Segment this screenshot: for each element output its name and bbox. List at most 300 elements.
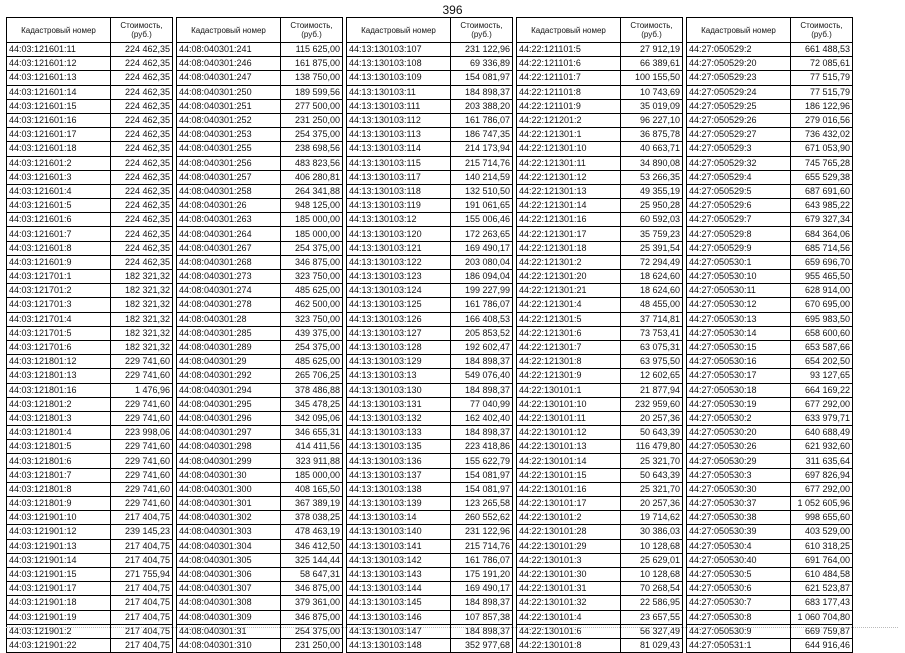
table-row — [177, 284, 343, 298]
table-row — [177, 482, 343, 496]
table-row — [687, 539, 853, 553]
cost-cell: 184 898,37 — [451, 355, 513, 369]
table-row — [517, 312, 683, 326]
cost-cell: 279 016,56 — [791, 113, 853, 127]
cadastral-number-cell: 44:27:050530:30 — [687, 482, 791, 496]
cost-cell: 231 122,96 — [451, 43, 513, 57]
cadastral-number-cell: 44:08:040301:250 — [177, 85, 281, 99]
cost-cell: 172 263,65 — [451, 227, 513, 241]
cost-cell: 56 327,49 — [621, 624, 683, 638]
cadastral-number-cell: 44:22:121301:6 — [517, 326, 621, 340]
table-row — [7, 241, 173, 255]
cadastral-number-cell: 44:08:040301:247 — [177, 71, 281, 85]
table-row — [177, 128, 343, 142]
cadastral-number-cell: 44:27:050530:38 — [687, 511, 791, 525]
cadastral-number-cell: 44:22:130101:16 — [517, 482, 621, 496]
table-row — [177, 156, 343, 170]
cadastral-number-cell: 44:08:040301:307 — [177, 582, 281, 596]
table-row — [7, 610, 173, 624]
cadastral-number-cell: 44:13:130103:115 — [347, 156, 451, 170]
table-row — [7, 596, 173, 610]
cost-cell: 184 898,37 — [451, 383, 513, 397]
cost-cell: 72 294,49 — [621, 255, 683, 269]
cadastral-number-cell: 44:13:130103:135 — [347, 440, 451, 454]
table-row — [347, 85, 513, 99]
cadastral-table — [6, 17, 173, 653]
cost-cell: 23 657,55 — [621, 610, 683, 624]
header-cadastral: Кадастровый номер — [517, 18, 621, 43]
cadastral-number-cell: 44:27:050529:5 — [687, 184, 791, 198]
cost-cell: 182 321,32 — [111, 326, 173, 340]
cost-cell: 948 125,00 — [281, 199, 343, 213]
table-row — [517, 567, 683, 581]
cadastral-number-cell: 44:03:121701:5 — [7, 326, 111, 340]
table-row — [177, 184, 343, 198]
cost-cell: 439 375,00 — [281, 326, 343, 340]
cost-cell: 191 061,65 — [451, 199, 513, 213]
cadastral-number-cell: 44:13:130103:11 — [347, 85, 451, 99]
table-row — [347, 468, 513, 482]
page-number: 396 — [442, 3, 463, 17]
cadastral-number-cell: 44:27:050530:16 — [687, 355, 791, 369]
cadastral-number-cell: 44:22:121301:21 — [517, 284, 621, 298]
table-block-1 — [6, 17, 173, 653]
table-block-3 — [346, 17, 513, 653]
cadastral-number-cell: 44:08:040301:285 — [177, 326, 281, 340]
cost-cell: 25 629,01 — [621, 553, 683, 567]
cadastral-number-cell: 44:27:050529:2 — [687, 43, 791, 57]
cost-cell: 260 552,62 — [451, 511, 513, 525]
cost-cell: 483 823,56 — [281, 156, 343, 170]
cost-cell: 63 975,50 — [621, 355, 683, 369]
table-row — [177, 43, 343, 57]
table-row — [517, 113, 683, 127]
cadastral-number-cell: 44:13:130103:124 — [347, 284, 451, 298]
cadastral-number-cell: 44:03:121801:7 — [7, 468, 111, 482]
cost-cell: 231 250,00 — [281, 113, 343, 127]
table-row — [687, 156, 853, 170]
cost-cell: 12 602,65 — [621, 369, 683, 383]
table-row — [347, 184, 513, 198]
cost-cell: 229 741,60 — [111, 440, 173, 454]
table-row — [517, 170, 683, 184]
cadastral-number-cell: 44:03:121901:17 — [7, 582, 111, 596]
table-row — [687, 99, 853, 113]
table-row — [347, 553, 513, 567]
cadastral-number-cell: 44:13:130103:114 — [347, 142, 451, 156]
cost-cell: 154 081,97 — [451, 468, 513, 482]
table-row — [347, 43, 513, 57]
cost-cell: 161 786,07 — [451, 298, 513, 312]
cadastral-number-cell: 44:03:121601:4 — [7, 184, 111, 198]
cadastral-number-cell: 44:13:130103:122 — [347, 255, 451, 269]
cadastral-number-cell: 44:08:040301:274 — [177, 284, 281, 298]
table-row — [347, 411, 513, 425]
cost-cell: 229 741,60 — [111, 482, 173, 496]
cost-cell: 653 587,66 — [791, 340, 853, 354]
cadastral-number-cell: 44:13:130103:118 — [347, 184, 451, 198]
table-row — [177, 511, 343, 525]
cost-cell: 72 085,61 — [791, 57, 853, 71]
cadastral-number-cell: 44:27:050530:15 — [687, 340, 791, 354]
table-row — [177, 567, 343, 581]
cadastral-number-cell: 44:27:050529:20 — [687, 57, 791, 71]
cost-cell: 229 741,60 — [111, 411, 173, 425]
cost-cell: 679 327,34 — [791, 213, 853, 227]
cost-cell: 677 292,00 — [791, 397, 853, 411]
table-row — [177, 582, 343, 596]
cost-cell: 10 128,68 — [621, 539, 683, 553]
cost-cell: 664 169,22 — [791, 383, 853, 397]
table-row — [687, 596, 853, 610]
table-row — [687, 326, 853, 340]
cadastral-number-cell: 44:03:121901:2 — [7, 624, 111, 638]
cadastral-number-cell: 44:13:130103:112 — [347, 113, 451, 127]
table-row — [517, 383, 683, 397]
table-row — [177, 383, 343, 397]
cost-cell: 25 391,54 — [621, 241, 683, 255]
table-row — [7, 57, 173, 71]
table-row — [687, 525, 853, 539]
cost-cell: 367 389,19 — [281, 497, 343, 511]
cost-cell: 684 364,06 — [791, 227, 853, 241]
cadastral-number-cell: 44:27:050529:3 — [687, 142, 791, 156]
cost-cell: 184 898,37 — [451, 426, 513, 440]
table-row — [347, 497, 513, 511]
cost-cell: 217 404,75 — [111, 553, 173, 567]
cadastral-number-cell: 44:08:040301:306 — [177, 567, 281, 581]
cost-cell: 231 122,96 — [451, 525, 513, 539]
table-row — [517, 199, 683, 213]
cadastral-number-cell: 44:08:040301:302 — [177, 511, 281, 525]
cadastral-number-cell: 44:03:121701:4 — [7, 312, 111, 326]
cost-cell: 229 741,60 — [111, 454, 173, 468]
cost-cell: 658 600,60 — [791, 326, 853, 340]
table-row — [7, 497, 173, 511]
cadastral-number-cell: 44:08:040301:297 — [177, 426, 281, 440]
cadastral-number-cell: 44:22:130101:3 — [517, 553, 621, 567]
cost-cell: 346 875,00 — [281, 582, 343, 596]
cadastral-number-cell: 44:27:050529:4 — [687, 170, 791, 184]
cost-cell: 661 488,53 — [791, 43, 853, 57]
cadastral-number-cell: 44:27:050530:4 — [687, 539, 791, 553]
header-cadastral: Кадастровый номер — [687, 18, 791, 43]
cost-cell: 115 625,00 — [281, 43, 343, 57]
cadastral-number-cell: 44:13:130103:141 — [347, 539, 451, 553]
table-row — [687, 43, 853, 57]
table-row — [517, 284, 683, 298]
cost-cell: 116 479,80 — [621, 440, 683, 454]
cost-cell: 184 898,37 — [451, 596, 513, 610]
page-bottom-divider — [6, 627, 898, 629]
cadastral-number-cell: 44:03:121901:13 — [7, 539, 111, 553]
cadastral-number-cell: 44:22:121301:10 — [517, 142, 621, 156]
table-row — [347, 227, 513, 241]
table-row — [177, 170, 343, 184]
table-row — [687, 468, 853, 482]
cadastral-number-cell: 44:22:121301:9 — [517, 369, 621, 383]
cost-cell: 214 173,94 — [451, 142, 513, 156]
table-row — [517, 497, 683, 511]
cost-cell: 224 462,35 — [111, 99, 173, 113]
cost-cell: 35 019,09 — [621, 99, 683, 113]
table-row — [347, 582, 513, 596]
cadastral-number-cell: 44:22:130101:15 — [517, 468, 621, 482]
cost-cell: 205 853,52 — [451, 326, 513, 340]
cost-cell: 175 191,20 — [451, 567, 513, 581]
cost-cell: 182 321,32 — [111, 270, 173, 284]
table-row — [517, 326, 683, 340]
table-row — [517, 184, 683, 198]
cost-cell: 27 912,19 — [621, 43, 683, 57]
cost-cell: 224 462,35 — [111, 184, 173, 198]
cadastral-number-cell: 44:27:050530:5 — [687, 567, 791, 581]
table-row — [177, 497, 343, 511]
table-row — [517, 426, 683, 440]
cost-cell: 155 006,46 — [451, 213, 513, 227]
cost-cell: 223 998,06 — [111, 426, 173, 440]
cost-cell: 20 257,36 — [621, 411, 683, 425]
table-row — [687, 454, 853, 468]
cadastral-number-cell: 44:08:040301:251 — [177, 99, 281, 113]
table-row — [177, 355, 343, 369]
cost-cell: 25 950,28 — [621, 199, 683, 213]
cost-cell: 182 321,32 — [111, 340, 173, 354]
table-row — [687, 85, 853, 99]
cadastral-number-cell: 44:08:040301:292 — [177, 369, 281, 383]
table-row — [687, 184, 853, 198]
cost-cell: 549 076,40 — [451, 369, 513, 383]
table-row — [7, 340, 173, 354]
cadastral-number-cell: 44:08:040301:295 — [177, 397, 281, 411]
cadastral-table — [176, 17, 343, 653]
cost-cell: 232 959,60 — [621, 397, 683, 411]
cadastral-number-cell: 44:13:130103:132 — [347, 411, 451, 425]
table-row — [177, 71, 343, 85]
cost-cell: 215 714,76 — [451, 156, 513, 170]
cost-cell: 254 375,00 — [281, 624, 343, 638]
cadastral-number-cell: 44:27:050530:9 — [687, 624, 791, 638]
cost-cell: 655 529,38 — [791, 170, 853, 184]
table-row — [687, 57, 853, 71]
cost-cell: 66 389,61 — [621, 57, 683, 71]
cadastral-number-cell: 44:22:121201:2 — [517, 113, 621, 127]
table-row — [517, 241, 683, 255]
table-row — [7, 170, 173, 184]
cost-cell: 154 081,97 — [451, 482, 513, 496]
cost-cell: 224 462,35 — [111, 227, 173, 241]
table-row — [517, 454, 683, 468]
cadastral-number-cell: 44:13:130103:143 — [347, 567, 451, 581]
cadastral-number-cell: 44:08:040301:246 — [177, 57, 281, 71]
cost-cell: 264 341,88 — [281, 184, 343, 198]
cadastral-number-cell: 44:03:121801:3 — [7, 411, 111, 425]
cost-cell: 10 128,68 — [621, 567, 683, 581]
cost-cell: 49 355,19 — [621, 184, 683, 198]
table-row — [517, 57, 683, 71]
cadastral-number-cell: 44:03:121601:12 — [7, 57, 111, 71]
table-row — [687, 567, 853, 581]
cadastral-number-cell: 44:03:121601:16 — [7, 113, 111, 127]
table-row — [177, 454, 343, 468]
cadastral-number-cell: 44:27:050530:20 — [687, 426, 791, 440]
cost-cell: 462 500,00 — [281, 298, 343, 312]
cadastral-number-cell: 44:08:040301:267 — [177, 241, 281, 255]
cost-cell: 277 500,00 — [281, 99, 343, 113]
table-row — [7, 227, 173, 241]
cadastral-number-cell: 44:03:121801:5 — [7, 440, 111, 454]
cadastral-number-cell: 44:08:040301:308 — [177, 596, 281, 610]
cadastral-number-cell: 44:22:130101:4 — [517, 610, 621, 624]
table-row — [177, 312, 343, 326]
table-row — [347, 440, 513, 454]
cost-cell: 1 060 704,80 — [791, 610, 853, 624]
cost-cell: 63 075,31 — [621, 340, 683, 354]
cost-cell: 155 622,79 — [451, 454, 513, 468]
table-row — [7, 454, 173, 468]
cadastral-number-cell: 44:08:040301:257 — [177, 170, 281, 184]
table-row — [517, 511, 683, 525]
table-row — [347, 596, 513, 610]
cost-cell: 485 625,00 — [281, 284, 343, 298]
cadastral-number-cell: 44:22:121101:8 — [517, 85, 621, 99]
table-row — [517, 553, 683, 567]
cost-cell: 169 490,17 — [451, 241, 513, 255]
cadastral-number-cell: 44:22:121101:6 — [517, 57, 621, 71]
cadastral-number-cell: 44:08:040301:241 — [177, 43, 281, 57]
table-row — [347, 326, 513, 340]
cadastral-number-cell: 44:22:121301:20 — [517, 270, 621, 284]
table-row — [517, 71, 683, 85]
cadastral-number-cell: 44:27:050530:7 — [687, 596, 791, 610]
cost-cell: 640 688,49 — [791, 426, 853, 440]
cadastral-number-cell: 44:03:121601:15 — [7, 99, 111, 113]
cost-cell: 352 977,68 — [451, 638, 513, 652]
table-row — [177, 553, 343, 567]
cost-cell: 955 465,50 — [791, 270, 853, 284]
cadastral-number-cell: 44:08:040301:303 — [177, 525, 281, 539]
table-row — [7, 270, 173, 284]
cadastral-number-cell: 44:27:050530:39 — [687, 525, 791, 539]
table-row — [517, 411, 683, 425]
cost-cell: 323 750,00 — [281, 312, 343, 326]
table-row — [177, 596, 343, 610]
table-row — [517, 440, 683, 454]
cadastral-number-cell: 44:03:121601:5 — [7, 199, 111, 213]
cadastral-table — [516, 17, 683, 653]
table-row — [687, 71, 853, 85]
table-row — [687, 553, 853, 567]
table-row — [177, 638, 343, 652]
cadastral-number-cell: 44:27:050530:6 — [687, 582, 791, 596]
table-row — [687, 227, 853, 241]
cadastral-number-cell: 44:22:121301:7 — [517, 340, 621, 354]
cadastral-number-cell: 44:27:050529:8 — [687, 227, 791, 241]
table-row — [347, 340, 513, 354]
cost-cell: 224 462,35 — [111, 170, 173, 184]
table-row — [347, 270, 513, 284]
cost-cell: 238 698,56 — [281, 142, 343, 156]
table-row — [177, 85, 343, 99]
table-row — [177, 426, 343, 440]
cadastral-number-cell: 44:27:050529:9 — [687, 241, 791, 255]
cost-cell: 161 875,00 — [281, 57, 343, 71]
table-row — [347, 426, 513, 440]
cost-cell: 48 455,00 — [621, 298, 683, 312]
cost-cell: 96 227,10 — [621, 113, 683, 127]
cadastral-number-cell: 44:27:050530:29 — [687, 454, 791, 468]
table-row — [517, 85, 683, 99]
table-row — [347, 369, 513, 383]
table-row — [347, 383, 513, 397]
cadastral-number-cell: 44:08:040301:263 — [177, 213, 281, 227]
cost-cell: 224 462,35 — [111, 113, 173, 127]
table-row — [347, 113, 513, 127]
header-cost: Стоимость, (руб.) — [451, 18, 513, 43]
cost-cell: 203 080,04 — [451, 255, 513, 269]
cost-cell: 345 478,25 — [281, 397, 343, 411]
table-row — [347, 355, 513, 369]
cadastral-number-cell: 44:08:040301:253 — [177, 128, 281, 142]
table-row — [7, 440, 173, 454]
table-row — [7, 156, 173, 170]
header-cost: Стоимость, (руб.) — [791, 18, 853, 43]
cost-cell: 161 786,07 — [451, 553, 513, 567]
table-row — [7, 426, 173, 440]
cost-cell: 35 759,23 — [621, 227, 683, 241]
cost-cell: 70 268,54 — [621, 582, 683, 596]
cadastral-number-cell: 44:03:121601:17 — [7, 128, 111, 142]
cadastral-number-cell: 44:22:130101:10 — [517, 397, 621, 411]
table-row — [347, 511, 513, 525]
cadastral-number-cell: 44:27:050530:26 — [687, 440, 791, 454]
cadastral-number-cell: 44:13:130103:117 — [347, 170, 451, 184]
cadastral-number-cell: 44:27:050529:27 — [687, 128, 791, 142]
cadastral-number-cell: 44:27:050529:7 — [687, 213, 791, 227]
table-row — [517, 255, 683, 269]
cadastral-number-cell: 44:03:121801:12 — [7, 355, 111, 369]
table-row — [687, 383, 853, 397]
cost-cell: 60 592,03 — [621, 213, 683, 227]
cadastral-number-cell: 44:03:121701:2 — [7, 284, 111, 298]
cadastral-number-cell: 44:13:130103:107 — [347, 43, 451, 57]
cost-cell: 736 432,02 — [791, 128, 853, 142]
table-row — [347, 610, 513, 624]
cost-cell: 695 983,50 — [791, 312, 853, 326]
cadastral-number-cell: 44:13:130103:14 — [347, 511, 451, 525]
cadastral-number-cell: 44:13:130103:136 — [347, 454, 451, 468]
table-row — [517, 610, 683, 624]
cost-cell: 224 462,35 — [111, 199, 173, 213]
cadastral-number-cell: 44:08:040301:298 — [177, 440, 281, 454]
cost-cell: 379 361,00 — [281, 596, 343, 610]
cadastral-number-cell: 44:27:050530:12 — [687, 298, 791, 312]
cost-cell: 93 127,65 — [791, 369, 853, 383]
table-row — [177, 99, 343, 113]
table-row — [177, 213, 343, 227]
cost-cell: 669 759,87 — [791, 624, 853, 638]
cost-cell: 224 462,35 — [111, 156, 173, 170]
table-row — [347, 156, 513, 170]
cost-cell: 215 714,76 — [451, 539, 513, 553]
cadastral-number-cell: 44:08:040301:255 — [177, 142, 281, 156]
cost-cell: 229 741,60 — [111, 369, 173, 383]
cadastral-number-cell: 44:08:040301:256 — [177, 156, 281, 170]
cadastral-table — [686, 17, 853, 653]
table-row — [347, 255, 513, 269]
cost-cell: 37 714,81 — [621, 312, 683, 326]
table-row — [517, 638, 683, 652]
